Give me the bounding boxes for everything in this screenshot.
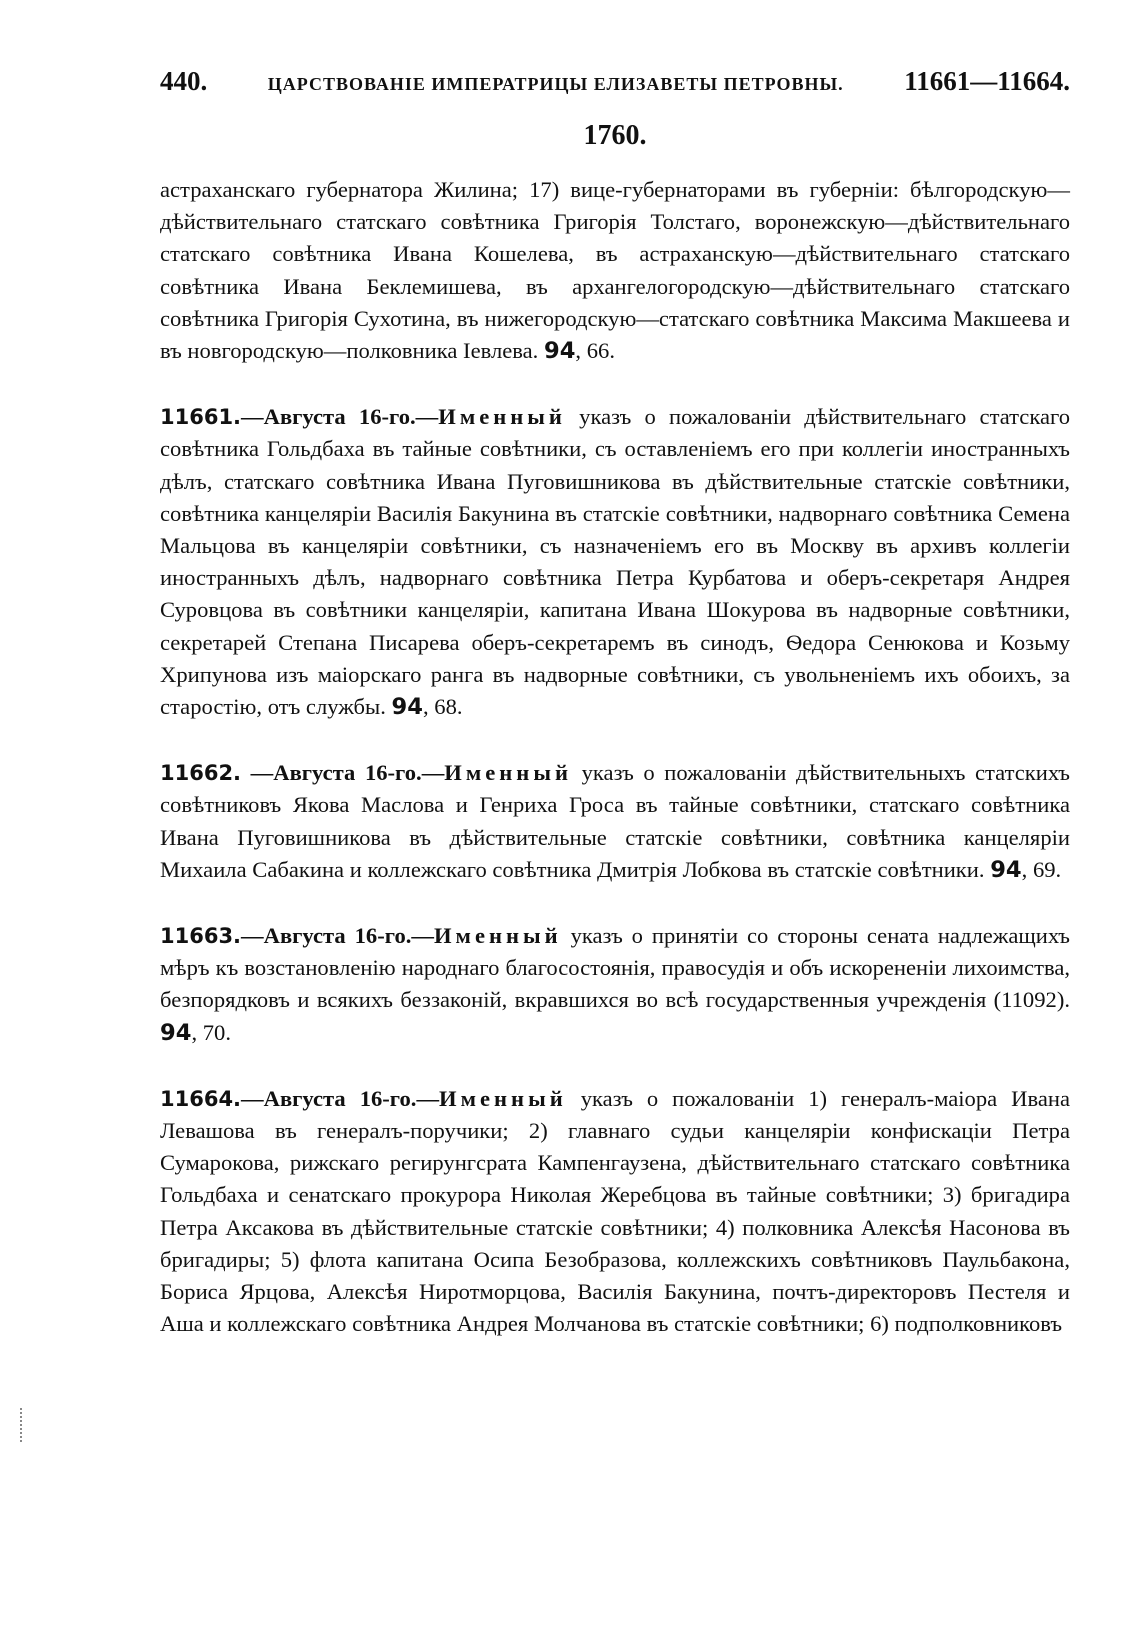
reference-volume: 94: [160, 1019, 192, 1046]
reference-page: , 66.: [575, 338, 615, 364]
entry-range: 11661—11664.: [904, 66, 1070, 96]
year-heading: 1760.: [583, 120, 647, 151]
reference-volume: 94: [543, 338, 576, 365]
page-number: 440.: [160, 66, 208, 96]
entry-number: 11663.: [160, 924, 242, 949]
reference-page: , 68.: [422, 694, 463, 720]
reference-volume: 94: [990, 856, 1022, 883]
entry-text: указъ о пожалованіи 1) генералъ-маіора Ивана Левашова въ генералъ-поручики; 2) главнаго судьи канцеляріи конфискаціи Петра Сумарокова, рижскаго регирунгсрата Кампенгаузена, дѣйствительнаго статскаго совѣтника Гольдбаха и сенатскаго прокурора Николая Жеребцова въ тайные совѣтники; 3) бригадира Петра Аксакова въ дѣйствительные статскіе совѣтники; 4) полковника Алексѣя Насонова въ бригадиры; 5) флота капитана Осипа Безобразова, коллежскихъ совѣтниковъ Паульбакона, Бориса Ярцова, Алексѣя Ниротморцова, Василія Бакунина, почтъ-директоровъ Пестеля и Аша и коллежскаго совѣтника Андрея Молчанова въ статскіе совѣтники; 6) подполковниковъ: [160, 1085, 1070, 1337]
entry-kind: Именный: [438, 404, 566, 430]
continuation-paragraph: [160, 174, 1070, 367]
entry-number: 11664.: [160, 1086, 242, 1111]
entry-11661: [160, 401, 1070, 723]
entry-date: —Августа 16-го.—: [241, 1085, 440, 1111]
entry-date: —Августа 16-го.—: [241, 404, 439, 430]
reference-page: , 70.: [191, 1019, 231, 1045]
entry-11663: [160, 920, 1070, 1049]
running-header: [160, 66, 1070, 110]
entry-text: указъ о пожалованіи дѣйствительныхъ статскихъ совѣтниковъ Якова Маслова и Генриха Гроса въ тайные совѣтники, статскаго совѣтника Ивана Пуговишникова въ дѣйствительные статскіе совѣтники, совѣтника канцеляріи Михаила Сабакина и коллежскаго совѣтника Дмитрія Лобкова въ статскіе совѣтники.: [160, 760, 1070, 882]
entry-date: —Августа 16-го.—: [241, 923, 434, 949]
entry-11664: [160, 1083, 1070, 1341]
entry-kind: Именный: [439, 1085, 567, 1111]
reference-volume: 94: [391, 694, 423, 721]
entry-text: указъ о пожалованіи дѣйствительнаго статскаго совѣтника Гольдбаха въ тайные совѣтники, съ оставленіемъ его при коллегіи иностранныхъ дѣлъ, статскаго совѣтника Ивана Пуговишникова въ дѣйствительные статскіе совѣтники, совѣтника канцеляріи Василія Бакунина въ статскіе совѣтники, надворнаго совѣтника Семена Мальцова въ канцеляріи совѣтники, съ назначеніемъ его въ Москву въ архивъ коллегіи иностранныхъ дѣлъ, надворнаго совѣтника Петра Курбатова и оберъ-секретаря Андрея Суровцова въ совѣтники канцеляріи, капитана Ивана Шокурова въ надворные совѣтники, секретарей Степана Писарева оберъ-секретаремъ въ синодъ, Ѳедора Сенюкова и Козьму Хрипунова изъ маіорскаго ранга въ надворные совѣтники, съ увольненіемъ ихъ обоихъ, за старостію, отъ службы.: [160, 404, 1070, 720]
entry-11662: [160, 757, 1070, 886]
entry-kind: Именный: [444, 760, 572, 786]
entry-text: указъ о принятіи со стороны сената надлежащихъ мѣръ къ возстановленію народнаго благосостоянія, правосудія и объ искорененіи лихоимства, безпорядковъ и всякихъ беззаконій, вкравшихся во всѣ государственныя учрежденія (11092).: [160, 923, 1070, 1013]
reference-page: , 69.: [1021, 856, 1062, 882]
entry-kind: Именный: [433, 923, 562, 949]
entry-number: 11662.: [160, 761, 242, 786]
continuation-text: астраханскаго губернатора Жилина; 17) вице-губернаторами въ губерніи: бѣлгородскую—дѣйствительнаго статскаго совѣтника Григорія Толстаго, воронежскую—дѣйствительнаго статскаго совѣтника Ивана Кошелева, въ астраханскую—дѣйствительнаго статскаго совѣтника Ивана Беклемишева, въ архангелогородскую—дѣйствительнаго статскаго совѣтника Григорія Сухотина, въ нижегородскую—статскаго совѣтника Максима Макшеева и въ новгородскую—полковника Іевлева.: [160, 177, 1070, 364]
entry-number: 11661.: [160, 405, 242, 430]
entry-date: —Августа 16-го.—: [241, 760, 445, 786]
margin-scan-mark: [20, 1408, 24, 1442]
running-title: ЦАРСТВОВАНІЕ ИМПЕРАТРИЦЫ ЕЛИЗАВЕТЫ ПЕТРОВНЫ.: [267, 74, 844, 94]
